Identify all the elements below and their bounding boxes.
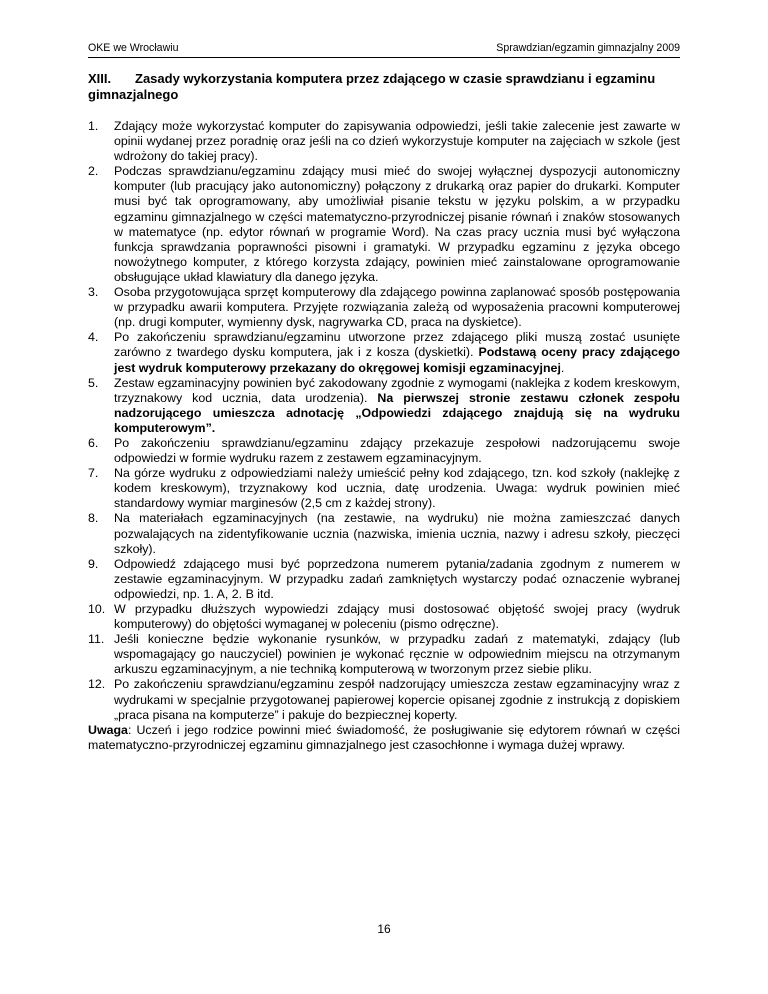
header-left: OKE we Wrocławiu xyxy=(88,42,179,54)
list-item xyxy=(88,511,680,556)
note-paragraph xyxy=(88,723,680,753)
list-item xyxy=(88,466,680,511)
item-text: Podczas sprawdzianu/egzaminu zdający musi mieć do swojej wyłącznej dyspozycji autonomiczny komputer (lub pracujący jako autonomiczny) połączony z drukarką oraz papier do drukarki. Komputer musi być tak oprogramowany, aby umożliwiał pisanie tekstu w języku polskim, a w przypadku egzaminu gimnazjalnego w części matematyczno-przyrodniczej pisanie równań i znaków stosowanych w matematyce (np. edytor równań w programie Word). Na czas pracy ucznia musi być wyłączona funkcja sprawdzania poprawności pisowni i gramatyki. W przypadku egzaminu z języka obcego nowożytnego komputer, z którego korzysta zdający, powinien mieć zainstalowane oprogramowanie obsługujące układ klawiatury dla danego języka. xyxy=(114,164,680,284)
item-number: 9. xyxy=(88,556,99,571)
list-item xyxy=(88,330,680,375)
rules-list xyxy=(88,119,680,753)
list-item xyxy=(88,557,680,602)
item-number: 6. xyxy=(88,435,99,450)
item-text: Na górze wydruku z odpowiedziami należy umieścić pełny kod zdającego, tzn. kod szkoły (naklejkę z kodem kreskowym), trzyznakowy kod ucznia, datę urodzenia. Uwaga: wydruk powinien mieć standardowy wymiar marginesów (2,5 cm z każdej strony). xyxy=(114,466,680,511)
section-title-text: Zasady wykorzystania komputera przez zdającego w czasie sprawdzianu i egzaminu gimnazjalnego xyxy=(88,71,656,102)
item-number: 11. xyxy=(88,632,105,647)
item-text: W przypadku dłuższych wypowiedzi zdający musi dostosować objętość swojej pracy (wydruk komputerowy) do objętości wymaganej w poleceniu (pismo odręczne). xyxy=(114,602,680,632)
header-right: Sprawdzian/egzamin gimnazjalny 2009 xyxy=(496,42,680,54)
item-number: 5. xyxy=(88,375,99,390)
list-item xyxy=(88,677,680,722)
item-text: Jeśli konieczne będzie wykonanie rysunków, w przypadku zadań z matematyki, zdający (lub wspomagający go nauczyciel) powinien je wykonać ręcznie w odpowiednim miejscu na otrzymanym arkuszu egzaminacyjnym, a nie techniką komputerową w tworzonym przez siebie pliku. xyxy=(114,632,680,677)
item-number: 7. xyxy=(88,466,99,481)
item-text: Po zakończeniu sprawdzianu/egzaminu zespół nadzorujący umieszcza zestaw egzaminacyjny wraz z wydrukami w specjalnie przygotowanej papierowej kopercie opisanej zgodnie z instrukcją z dopiskiem „praca pisana na komputerze” i pakuje do bezpiecznej koperty. xyxy=(114,677,680,722)
item-tail: . xyxy=(560,360,565,375)
section-number: XIII. xyxy=(88,71,112,86)
section-title xyxy=(88,71,680,103)
item-number: 10. xyxy=(88,602,106,616)
list-item xyxy=(88,602,680,632)
list-item xyxy=(88,436,680,466)
note-label: Uwaga xyxy=(88,722,128,737)
item-text: Odpowiedź zdającego musi być poprzedzona numerem pytania/zadania zgodnym z numerem w zestawie egzaminacyjnym. W przypadku zadań zamkniętych wystarczy podać oznaczenie wybranej odpowiedzi, np. 1. A, 2. B itd. xyxy=(114,556,680,601)
item-number: 1. xyxy=(88,119,99,133)
item-number: 12. xyxy=(88,677,106,692)
list-item xyxy=(88,285,680,330)
item-number: 8. xyxy=(88,511,99,526)
item-text: Osoba przygotowująca sprzęt komputerowy dla zdającego powinna zaplanować sposób postępowania w przypadku awarii komputera. Przyjęte rozwiązania zależą od wyposażenia pracowni komputerowej (np. drugi komputer, wymienny dysk, nagrywarka CD, praca na dyskietce). xyxy=(114,285,680,330)
list-item xyxy=(88,632,680,677)
item-number: 4. xyxy=(88,330,99,345)
item-number: 2. xyxy=(88,164,99,179)
list-item xyxy=(88,164,680,285)
page-number: 16 xyxy=(377,922,391,936)
item-text: Zdający może wykorzystać komputer do zapisywania odpowiedzi, jeśli takie zalecenie jest zawarte w opinii wydanej przez poradnię oraz jeśli na co dzień wykorzystuje komputer na zajęciach w szkole (jest wdrożony do takiej pracy). xyxy=(114,119,680,164)
item-text: Po zakończeniu sprawdzianu/egzaminu zdający przekazuje zespołowi nadzorującemu swoje odpowiedzi w formie wydruku razem z zestawem egzaminacyjnym. xyxy=(114,435,680,466)
item-text: Na materiałach egzaminacyjnych (na zestawie, na wydruku) nie można zamieszczać danych pozwalających na zidentyfikowanie ucznia (nazwiska, imienia ucznia, nazwy i adresu szkoły, pieczęci szkoły). xyxy=(114,511,680,556)
item-number: 3. xyxy=(88,285,99,300)
item-text: Zestaw egzaminacyjny powinien być zakodowany zgodnie z wymogami (naklejka z kodem kreskowym, trzyznakowy kod ucznia, data urodzenia). xyxy=(114,375,680,405)
item-text: Po zakończeniu sprawdzianu/egzaminu utworzone przez zdającego pliki muszą zostać usunięte zarówno z twardego dysku komputera, jak i z kosza (dyskietki). xyxy=(114,330,680,360)
note-text: : Uczeń i jego rodzice powinni mieć świadomość, że posługiwanie się edytorem równań w części matematyczno-przyrodniczej egzaminu gimnazjalnego jest czasochłonne i wymaga dużej wprawy. xyxy=(88,722,680,752)
item-bold-text: Podstawą oceny pracy zdającego jest wydruk komputerowy przekazany do okręgowej komisji egzaminacyjnej xyxy=(114,345,680,375)
list-item xyxy=(88,376,680,436)
item-bold-text: Na pierwszej stronie zestawu członek zespołu nadzorującego umieszcza adnotację „Odpowiedzi zdającego znajdują się na wydruku komputerowym”. xyxy=(114,390,680,435)
page-header xyxy=(88,42,680,58)
list-item xyxy=(88,119,680,164)
